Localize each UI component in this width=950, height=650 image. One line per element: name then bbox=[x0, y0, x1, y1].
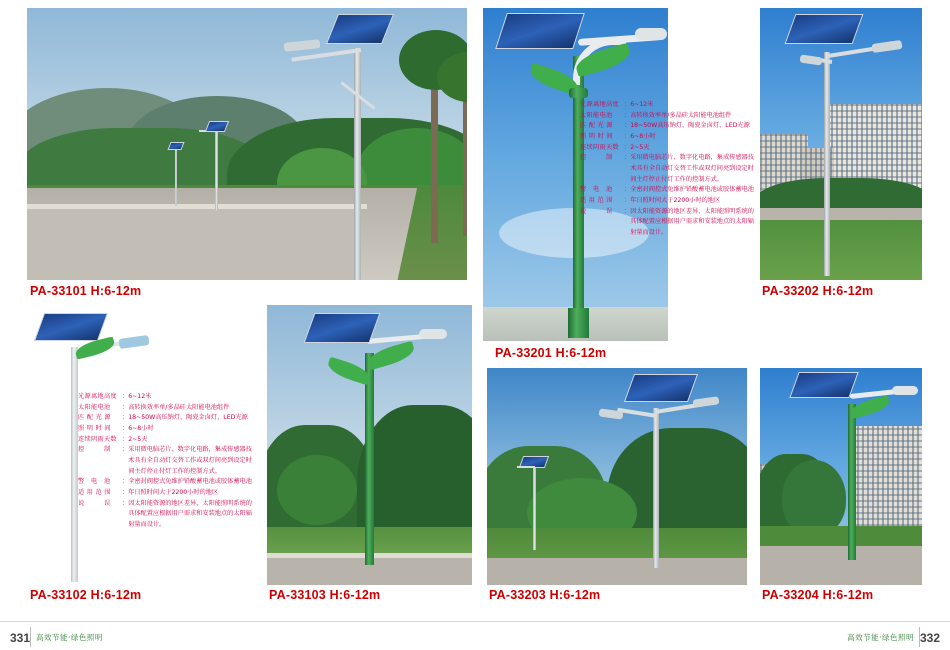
product-photo-pa-33103 bbox=[267, 305, 472, 585]
spec-row bbox=[78, 477, 254, 488]
spec-separator: ： bbox=[122, 478, 129, 486]
lamp-head bbox=[892, 386, 918, 395]
spec-label: 照 明 时 间 bbox=[580, 132, 613, 140]
spec-value: 因太阳能资源的地区差异，太阳能照明系统的具体配置应根据用户需求和安装地点的太阳辐射量而设计。 bbox=[128, 499, 252, 528]
spec-value: 6~12米 bbox=[128, 393, 152, 400]
lamp-head bbox=[118, 335, 149, 349]
footer-text-left: 高效节能·绿色照明 bbox=[36, 633, 103, 642]
spec-value: 年日照时间大于2200小时的地区 bbox=[630, 196, 721, 204]
spec-separator: ： bbox=[624, 143, 631, 151]
spec-label: 光源离地高度 bbox=[580, 101, 619, 108]
spec-label: 太阳能电池 bbox=[78, 403, 111, 411]
spec-value: 年日照时间大于2200小时的地区 bbox=[128, 488, 219, 496]
light-arm bbox=[517, 466, 535, 468]
spec-label: 连续阴雨天数 bbox=[78, 435, 117, 443]
spec-row bbox=[78, 488, 254, 499]
road-kerb bbox=[27, 204, 367, 209]
footer-bar bbox=[0, 621, 950, 650]
spec-label: 说 误 bbox=[580, 207, 613, 215]
spec-row bbox=[78, 435, 254, 446]
page-number-left: 331 bbox=[10, 631, 31, 645]
caption-pa-33203: PA-33203 H:6-12m bbox=[489, 588, 601, 602]
tree-trunk bbox=[463, 86, 467, 236]
spec-separator: ： bbox=[122, 424, 129, 432]
spec-value: 高转换效率单/多晶硅太阳能电池组件 bbox=[630, 111, 732, 119]
spec-value: 采用微电脑芯片、数字化电路，集成传感器技术具有全自动灯交替工作或双灯间亮到设定时间主灯停止付灯工作的控制方式。 bbox=[630, 154, 754, 183]
product-photo-pa-33203 bbox=[487, 368, 747, 585]
spec-block-top bbox=[580, 100, 756, 239]
pole-base bbox=[568, 308, 589, 338]
footer-divider bbox=[919, 627, 920, 647]
spec-row bbox=[580, 100, 756, 111]
spec-label: 光源离地高度 bbox=[78, 393, 117, 400]
spec-value: 全密封阀控式免维护铅酸蓄电池或胶体蓄电池 bbox=[128, 478, 252, 486]
spec-row bbox=[580, 132, 756, 143]
spec-separator: ： bbox=[122, 403, 129, 411]
spec-label: 适 用 范 围 bbox=[78, 488, 111, 496]
product-photo-pa-33101 bbox=[27, 8, 467, 280]
spec-value: 高转换效率单/多晶硅太阳能电池组件 bbox=[128, 403, 230, 411]
spec-label: 匹 配 光 源 bbox=[78, 414, 111, 422]
caption-pa-33101: PA-33101 H:6-12m bbox=[30, 284, 142, 298]
spec-separator: ： bbox=[624, 101, 631, 108]
road bbox=[760, 208, 922, 220]
caption-pa-33102: PA-33102 H:6-12m bbox=[30, 588, 142, 602]
shrub bbox=[277, 455, 357, 525]
spec-separator: ： bbox=[122, 499, 129, 507]
spec-rows bbox=[78, 392, 254, 531]
spec-row bbox=[580, 143, 756, 154]
spec-value: 18~50W高压钠灯、陶瓷金卤灯、LED光源 bbox=[630, 122, 750, 130]
light-pole bbox=[175, 148, 177, 206]
pole-collar bbox=[569, 88, 588, 98]
spec-value: 6~12米 bbox=[630, 101, 654, 108]
light-pole bbox=[71, 347, 78, 582]
light-pole bbox=[533, 464, 536, 550]
caption-pa-33204: PA-33204 H:6-12m bbox=[762, 588, 874, 602]
spec-separator: ： bbox=[122, 446, 129, 454]
spec-row bbox=[78, 424, 254, 435]
spec-label: 匹 配 光 源 bbox=[580, 122, 613, 130]
spec-row bbox=[78, 499, 254, 531]
caption-pa-33202: PA-33202 H:6-12m bbox=[762, 284, 874, 298]
solar-panel bbox=[495, 13, 585, 49]
solar-panel bbox=[624, 374, 698, 402]
tree-line bbox=[357, 405, 472, 535]
spec-label: 太阳能电池 bbox=[580, 111, 613, 119]
spec-row bbox=[580, 153, 756, 185]
light-pole bbox=[824, 52, 830, 276]
spec-label: 控 制 bbox=[78, 446, 111, 454]
spec-row bbox=[580, 185, 756, 196]
spec-separator: ： bbox=[624, 186, 631, 194]
solar-panel bbox=[785, 14, 864, 44]
spec-label: 控 制 bbox=[580, 154, 613, 162]
spec-label: 照 明 时 间 bbox=[78, 424, 111, 432]
lawn bbox=[760, 214, 922, 280]
light-pole bbox=[848, 404, 856, 560]
solar-panel bbox=[304, 313, 381, 343]
solar-panel bbox=[789, 372, 858, 398]
spec-label: 说 误 bbox=[78, 499, 111, 507]
solar-panel bbox=[34, 313, 108, 341]
caption-pa-33103: PA-33103 H:6-12m bbox=[269, 588, 381, 602]
footer-text-right: 高效节能·绿色照明 bbox=[847, 633, 914, 642]
lamp-head bbox=[419, 329, 447, 339]
spec-value: 18~50W高压钠灯、陶瓷金卤灯、LED光源 bbox=[128, 414, 248, 422]
spec-label: 警 电 池 bbox=[78, 478, 111, 486]
tree-canopy bbox=[782, 460, 846, 536]
lamp-head bbox=[635, 28, 667, 40]
spec-rows bbox=[580, 100, 756, 239]
road bbox=[27, 208, 357, 280]
spec-row bbox=[580, 207, 756, 239]
spec-separator: ： bbox=[122, 435, 129, 443]
spec-row bbox=[580, 111, 756, 122]
page-number-right: 332 bbox=[919, 631, 940, 645]
spec-value: 因太阳能资源的地区差异，太阳能照明系统的具体配置应根据用户需求和安装地点的太阳辐射量而设计。 bbox=[630, 207, 754, 236]
window-grid bbox=[852, 426, 922, 526]
spec-value: 全密封阀控式免维护铅酸蓄电池或胶体蓄电池 bbox=[630, 186, 754, 194]
spec-label: 适 用 范 围 bbox=[580, 196, 613, 204]
road bbox=[760, 546, 922, 585]
light-pole bbox=[215, 130, 218, 210]
spec-value: 6~8小时 bbox=[630, 132, 656, 140]
spec-row bbox=[580, 196, 756, 207]
spec-separator: ： bbox=[624, 132, 631, 140]
spec-separator: ： bbox=[122, 414, 129, 422]
spec-row bbox=[78, 403, 254, 414]
spec-block-bottom bbox=[78, 392, 254, 531]
caption-pa-33201: PA-33201 H:6-12m bbox=[495, 346, 607, 360]
spec-separator: ： bbox=[624, 154, 631, 162]
spec-separator: ： bbox=[122, 488, 129, 496]
spec-separator: ： bbox=[624, 207, 631, 215]
building bbox=[852, 426, 922, 526]
spec-row bbox=[580, 121, 756, 132]
spec-separator: ： bbox=[624, 111, 631, 119]
spec-label: 警 电 池 bbox=[580, 186, 613, 194]
spec-separator: ： bbox=[624, 196, 631, 204]
spec-row bbox=[78, 392, 254, 403]
product-photo-pa-33202 bbox=[760, 8, 922, 280]
tree-trunk bbox=[431, 68, 438, 243]
spec-separator: ： bbox=[624, 122, 631, 130]
spec-value: 采用微电脑芯片、数字化电路，集成传感器技术具有全自动灯交替工作或双灯间亮到设定时间主灯停止付灯工作的控制方式。 bbox=[128, 446, 252, 475]
spec-value: 2~5天 bbox=[128, 435, 148, 443]
spec-value: 6~8小时 bbox=[128, 424, 154, 432]
spec-label: 连续阴雨天数 bbox=[580, 143, 619, 151]
light-pole bbox=[653, 408, 659, 568]
spec-row bbox=[78, 413, 254, 424]
spec-value: 2~5天 bbox=[630, 143, 650, 151]
spec-row bbox=[78, 445, 254, 477]
spec-separator: ： bbox=[122, 393, 129, 400]
product-photo-pa-33204 bbox=[760, 368, 922, 585]
footer-divider bbox=[30, 627, 31, 647]
light-pole bbox=[354, 48, 361, 280]
road bbox=[487, 558, 747, 585]
